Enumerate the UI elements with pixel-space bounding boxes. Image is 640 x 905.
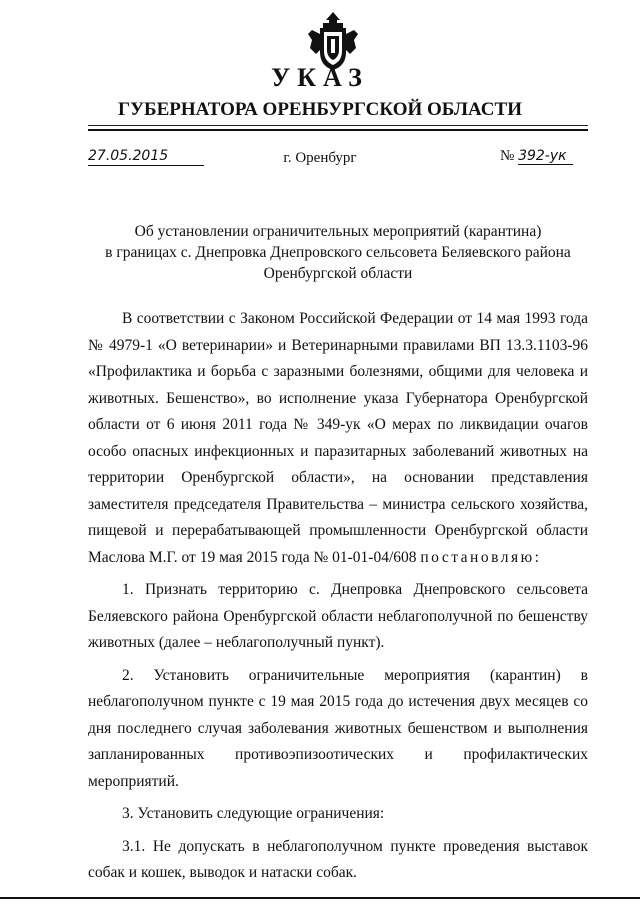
clause-3-1: 3.1. Не допускать в неблагополучном пункте проведения выставок собак и кошек, выводок и натаски собак. (88, 837, 588, 881)
header-divider-thick (88, 129, 588, 131)
decree-city: г. Оренбург (283, 150, 357, 166)
decree-word: постановляю: (420, 548, 542, 566)
clause-2: 2. Установить ограничительные мероприятия (карантин) в неблагополучном пункте с 19 мая 2015 года до истечения двух месяцев со дня последнего случая заболевания животных бешенством и выполнения запланированных противоэпизоотических и профилактических мероприятий. (88, 666, 588, 790)
decree-date: 27.05.2015 (88, 148, 204, 166)
number-value: 392-ук (518, 148, 573, 165)
heading-line: Оренбургской области (263, 265, 413, 282)
page-bottom-edge (0, 897, 640, 899)
preamble-text: В соответствии с Законом Российской Федерации от 14 мая 1993 года № 4979-1 «О ветеринарии» и Ветеринарными правилами ВП 13.3.1103-96 «Профилактика и борьба с заразными болезнями, общими для человека и животных. Бешенство», во исполнение указа Губернатора Оренбургской области от 6 июня 2011 года № 349-ук «О мерах по ликвидации очагов особо опасных инфекционных и паразитарных заболеваний животных на территории Оренбургской области», на основании представления заместителя председателя Правительства – министра сельского хозяйства, пищевой и перерабатывающей промышленности Оренбургской области Маслова М.Г. от 19 мая 2015 года № 01-01-04/608 (88, 310, 588, 566)
header-divider-thin (88, 125, 588, 126)
decree-number (500, 148, 573, 165)
preamble-paragraph (88, 306, 588, 571)
heading-line: в границах с. Днепровка Днепровского сельсовета Беляевского района (105, 244, 571, 261)
issuer-subtitle: ГУБЕРНАТОРА ОРЕНБУРГСКОЙ ОБЛАСТИ (118, 99, 522, 120)
decree-title: УКАЗ (271, 63, 369, 92)
clause-3: 3. Установить следующие ограничения: (122, 805, 385, 822)
number-prefix: № (500, 148, 515, 164)
decree-heading (88, 221, 588, 284)
decree-body (88, 306, 588, 893)
clause-1: 1. Признать территорию с. Днепровка Днепровского сельсовета Беляевского района Оренбургской области неблагополучной по бешенству животных (далее – неблагополучный пункт). (88, 581, 588, 651)
heading-line: Об установлении ограничительных мероприятий (карантина) (134, 223, 542, 240)
